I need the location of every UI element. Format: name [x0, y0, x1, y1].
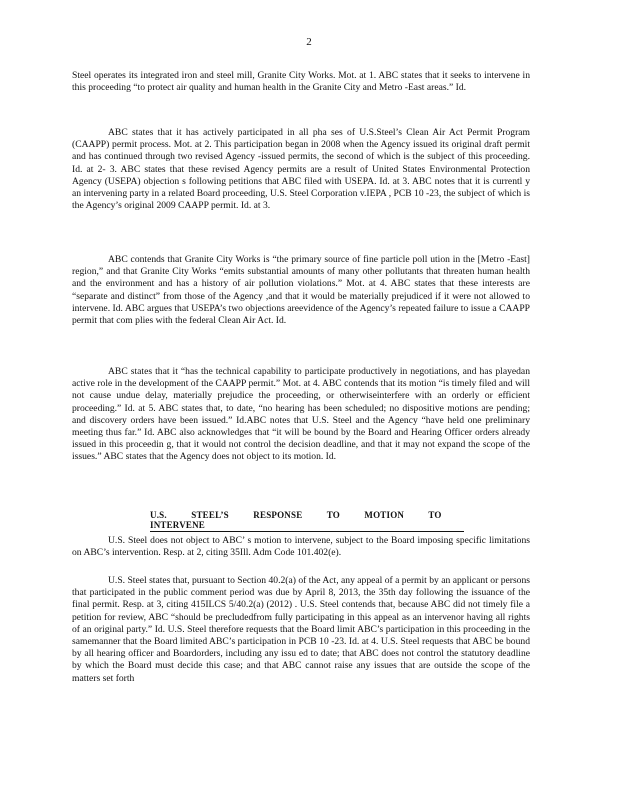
section-heading: U.S. STEEL’S RESPONSE TO MOTION TO INTERVENE — [150, 510, 464, 532]
paragraph-2: ABC states that it has actively participated in all pha ses of U.S.Steel’s Clean Air Act Permit Program (CAAPP) permit process. Mot. at 2. This participation began in 2008 when the Agency issued its original draft permit and has continued through two revised Agency -issued permits, the second of which is the subject of this proceeding. Id. at 2- 3. ABC states that these revised Agency permits are a result of United States Environmental Protection Agency (USEPA) objection s following petitions that ABC filed with USEPA. Id. at 3. ABC notes that it is currentl y an intervening party in a related Board proceeding, U.S. Steel Corporation v.IEPA , PCB 10 -23, the subject of which is the Agency’s original 2009 CAAPP permit. Id. at 3. — [72, 127, 530, 212]
paragraph-5: U.S. Steel does not object to ABC’ s motion to intervene, subject to the Board imposing specific limitations on ABC’s intervention. Resp. at 2, citing 35Ill. Adm Code 101.402(e). — [72, 535, 530, 559]
page-number: 2 — [306, 36, 312, 48]
paragraph-1: Steel operates its integrated iron and steel mill, Granite City Works. Mot. at 1. ABC states that it seeks to intervene in this proceeding “to protect air quality and human health in the Granite City and Metro -East areas.” Id. — [72, 70, 530, 94]
paragraph-3: ABC contends that Granite City Works is “the primary source of fine particle poll ution in the [Metro -East] region,” and that Granite City Works “emits substantial amounts of many other pollutants that threaten human health and the environment and has a history of air pollution violations.” Mot. at 4. ABC states that these interests are “separate and distinct” from those of the Agency ,and that it would be materially prejudiced if it were not allowed to intervene. Id. ABC argues that USEPA’s two objections areevidence of the Agency’s repeated failure to issue a CAAPP permit that com plies with the federal Clean Air Act. Id. — [72, 254, 530, 327]
paragraph-6: U.S. Steel states that, pursuant to Section 40.2(a) of the Act, any appeal of a permit by an applicant or persons that participated in the public comment period was due by April 8, 2013, the 35th day following the issuance of the final permit. Resp. at 3, citing 415ILCS 5/40.2(a) (2012) . U.S. Steel contends that, because ABC did not timely file a petition for review, ABC “should be precludedfrom fully participating in this appeal as an intervenor having all rights of an original party.” Id. U.S. Steel therefore requests that the Board limit ABC’s participation in this proceeding in the samemanner that the Board limited ABC’s participation in PCB 10 -23. Id. at 4. U.S. Steel requests that ABC be bound by all hearing officer and Boardorders, including any issu ed to date; that ABC does not control the statutory deadline by which the Board must decide this case; and that ABC cannot raise any issues that are outside the scope of the matters set forth — [72, 575, 530, 684]
paragraph-4: ABC states that it “has the technical capability to participate productively in negotiations, and has playedan active role in the development of the CAAPP permit.” Mot. at 4. ABC contends that its motion “is timely filed and will not cause undue delay, materially prejudice the proceeding, or otherwiseinterfere with an orderly or efficient proceeding.” Id. at 5. ABC states that, to date, “no hearing has been scheduled; no dispositive motions are pending; and discovery orders have been issued.” Id.ABC notes that U.S. Steel and the Agency “have held one preliminary meeting thus far.” Id. ABC also acknowledges that “it will be bound by the Board and Hearing Officer orders already issued in this proceedin g, that it would not control the decision deadline, and that it may not expand the scope of the issues.” ABC states that the Agency does not object to its motion. Id. — [72, 366, 530, 463]
